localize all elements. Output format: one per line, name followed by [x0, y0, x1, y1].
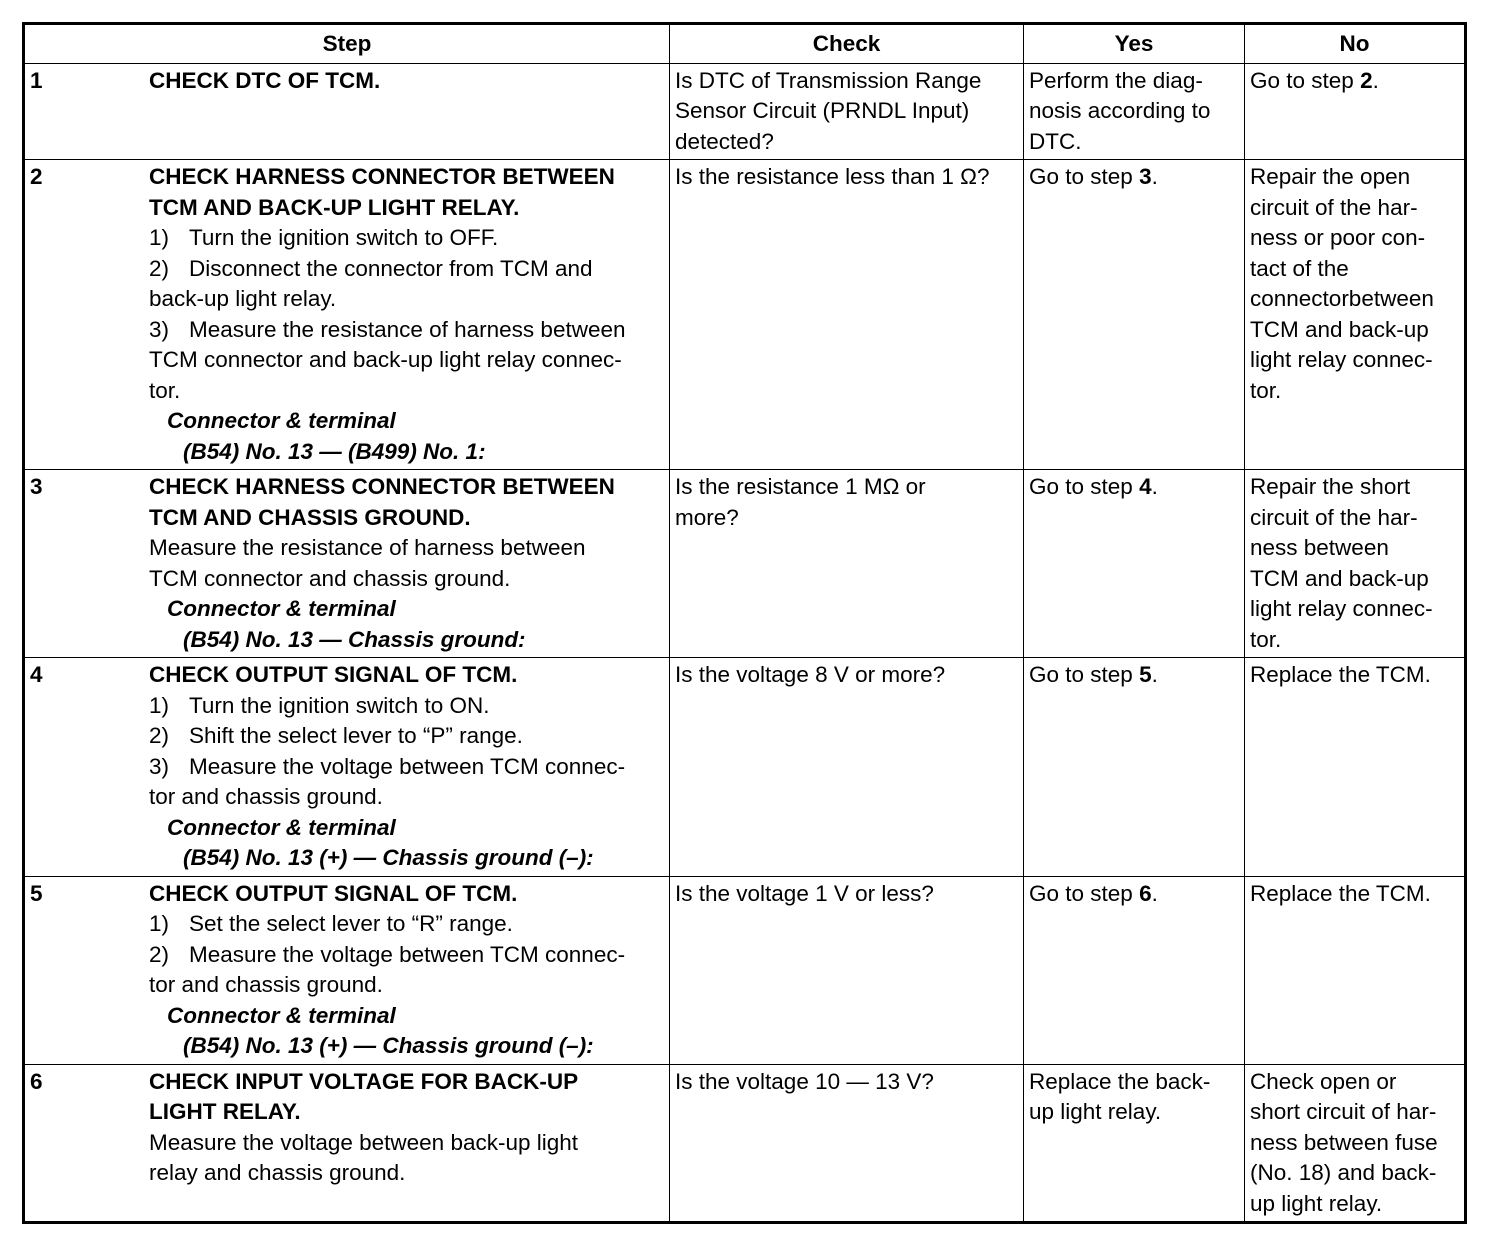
check-text: Is the resistance 1 MΩ or	[675, 474, 926, 499]
yes-text: DTC.	[1029, 128, 1082, 154]
no-goto: Go to step 2.	[1250, 67, 1379, 93]
header-no: No	[1245, 24, 1466, 64]
no-cell	[1245, 876, 1466, 1064]
step-reference: 4	[1139, 474, 1152, 499]
step-instruction: 1) Turn the ignition switch to OFF.	[149, 223, 664, 254]
step-heading: CHECK HARNESS CONNECTOR BETWEEN	[149, 164, 615, 189]
step-instruction: 2) Measure the voltage between TCM connec-	[149, 940, 664, 971]
no-text: short circuit of har-	[1250, 1099, 1437, 1124]
step-cell	[24, 160, 670, 470]
step-cell	[24, 658, 670, 877]
yes-cell	[1024, 876, 1245, 1064]
no-cell	[1245, 160, 1466, 470]
check-text: more?	[675, 504, 739, 530]
header-check: Check	[670, 24, 1024, 64]
no-text: connectorbetween	[1250, 286, 1434, 311]
step-instruction: 2) Shift the select lever to “P” range.	[149, 721, 664, 752]
check-text: Is the voltage 10 — 13 V?	[675, 1068, 934, 1094]
yes-goto: Go to step 3.	[1029, 164, 1158, 189]
step-heading: LIGHT RELAY.	[149, 1099, 301, 1124]
check-cell	[670, 160, 1024, 470]
step-reference: 3	[1139, 164, 1152, 189]
yes-goto: Go to step 4.	[1029, 474, 1158, 499]
check-text: Is the voltage 1 V or less?	[675, 880, 934, 906]
no-text: tact of the	[1250, 255, 1349, 281]
step-instruction: 2) Disconnect the connector from TCM and	[149, 254, 664, 285]
no-text: tor.	[1250, 377, 1282, 403]
no-text: (No. 18) and back-	[1250, 1160, 1437, 1185]
step-reference: 2	[1360, 67, 1373, 93]
connector-terminal-label: Connector & terminal	[167, 814, 396, 840]
table-row-step-4	[24, 658, 1466, 877]
no-text: Repair the short	[1250, 474, 1411, 499]
step-instruction: Measure the voltage between back-up light	[149, 1129, 579, 1155]
step-heading: TCM AND BACK-UP LIGHT RELAY.	[149, 194, 520, 220]
step-instruction: tor and chassis ground.	[149, 784, 383, 809]
no-text: circuit of the har-	[1250, 504, 1418, 530]
step-instruction: 3) Measure the resistance of harness between	[149, 315, 664, 346]
instruction-number: 3)	[149, 316, 170, 342]
yes-text: Replace the back-	[1029, 1068, 1211, 1094]
check-text: detected?	[675, 128, 774, 154]
instruction-number: 1)	[149, 692, 170, 718]
table-row-step-5	[24, 876, 1466, 1064]
check-text: Is the resistance less than 1 Ω?	[675, 164, 990, 189]
no-text: TCM and back-up	[1250, 316, 1429, 342]
step-instruction: TCM connector and chassis ground.	[149, 565, 511, 591]
yes-cell	[1024, 1064, 1245, 1223]
step-number: 6	[30, 1068, 43, 1094]
step-cell	[24, 470, 670, 658]
step-cell	[24, 1064, 670, 1223]
check-cell	[670, 876, 1024, 1064]
check-text: Is DTC of Transmission Range	[675, 67, 982, 93]
connector-terminal-label: Connector & terminal	[167, 1002, 396, 1028]
no-text: Check open or	[1250, 1068, 1397, 1094]
step-heading: CHECK DTC OF TCM.	[149, 67, 381, 93]
no-text: ness between	[1250, 535, 1389, 560]
step-heading: CHECK INPUT VOLTAGE FOR BACK-UP	[149, 1068, 579, 1094]
yes-goto: Go to step 5.	[1029, 662, 1158, 687]
check-text: Sensor Circuit (PRNDL Input)	[675, 98, 970, 123]
connector-terminal-value: (B54) No. 13 (+) — Chassis ground (–):	[183, 1033, 594, 1058]
step-instruction: relay and chassis ground.	[149, 1160, 406, 1185]
yes-cell	[1024, 160, 1245, 470]
instruction-number: 2)	[149, 723, 170, 748]
step-instruction: 3) Measure the voltage between TCM connec-	[149, 752, 664, 783]
no-cell	[1245, 470, 1466, 658]
step-heading: CHECK HARNESS CONNECTOR BETWEEN	[149, 474, 615, 499]
no-text: ness or poor con-	[1250, 225, 1426, 250]
step-instruction: tor.	[149, 377, 181, 403]
step-instruction: 1) Set the select lever to “R” range.	[149, 909, 664, 940]
no-cell	[1245, 63, 1466, 160]
step-reference: 5	[1139, 662, 1152, 687]
step-number: 5	[30, 880, 43, 906]
instruction-number: 2)	[149, 941, 170, 967]
connector-terminal-value: (B54) No. 13 — (B499) No. 1:	[183, 438, 486, 464]
no-text: TCM and back-up	[1250, 565, 1429, 591]
step-instruction: TCM connector and back-up light relay connec-	[149, 347, 622, 372]
check-cell	[670, 470, 1024, 658]
step-heading: CHECK OUTPUT SIGNAL OF TCM.	[149, 662, 518, 687]
no-cell	[1245, 658, 1466, 877]
diagnostic-table	[22, 22, 1467, 1224]
step-number: 2	[30, 164, 43, 189]
yes-cell	[1024, 63, 1245, 160]
check-cell	[670, 658, 1024, 877]
no-text: ness between fuse	[1250, 1129, 1438, 1155]
yes-goto: Go to step 6.	[1029, 880, 1158, 906]
instruction-number: 3)	[149, 753, 170, 779]
step-number: 4	[30, 662, 43, 687]
header-row	[24, 24, 1466, 64]
yes-text: up light relay.	[1029, 1099, 1162, 1124]
yes-cell	[1024, 658, 1245, 877]
step-cell	[24, 63, 670, 160]
check-text: Is the voltage 8 V or more?	[675, 662, 946, 687]
no-text: circuit of the har-	[1250, 194, 1418, 220]
step-heading: CHECK OUTPUT SIGNAL OF TCM.	[149, 880, 518, 906]
check-cell	[670, 63, 1024, 160]
no-text: up light relay.	[1250, 1190, 1383, 1216]
table-row-step-1	[24, 63, 1466, 160]
no-text: Replace the TCM.	[1250, 662, 1431, 687]
no-text: light relay connec-	[1250, 596, 1433, 621]
connector-terminal-label: Connector & terminal	[167, 596, 396, 621]
connector-terminal-value: (B54) No. 13 — Chassis ground:	[183, 626, 526, 652]
header-yes: Yes	[1024, 24, 1245, 64]
no-text: light relay connec-	[1250, 347, 1433, 372]
step-instruction: tor and chassis ground.	[149, 972, 383, 997]
no-text: Replace the TCM.	[1250, 880, 1431, 906]
step-heading: TCM AND CHASSIS GROUND.	[149, 504, 471, 530]
step-instruction: back-up light relay.	[149, 286, 337, 311]
connector-terminal-label: Connector & terminal	[167, 408, 396, 433]
check-cell	[670, 1064, 1024, 1223]
step-cell	[24, 876, 670, 1064]
header-step: Step	[24, 24, 670, 64]
yes-text: Perform the diag-	[1029, 67, 1203, 93]
step-reference: 6	[1139, 880, 1152, 906]
table-row-step-3	[24, 470, 1466, 658]
step-number: 3	[30, 474, 43, 499]
table-row-step-2	[24, 160, 1466, 470]
no-text: tor.	[1250, 626, 1282, 652]
step-number: 1	[30, 67, 43, 93]
instruction-number: 1)	[149, 225, 170, 250]
yes-text: nosis according to	[1029, 98, 1211, 123]
no-cell	[1245, 1064, 1466, 1223]
step-instruction: Measure the resistance of harness between	[149, 535, 586, 560]
connector-terminal-value: (B54) No. 13 (+) — Chassis ground (–):	[183, 845, 594, 870]
instruction-number: 1)	[149, 911, 170, 936]
step-instruction: 1) Turn the ignition switch to ON.	[149, 691, 664, 722]
yes-cell	[1024, 470, 1245, 658]
no-text: Repair the open	[1250, 164, 1411, 189]
instruction-number: 2)	[149, 255, 170, 281]
table-row-step-6	[24, 1064, 1466, 1223]
